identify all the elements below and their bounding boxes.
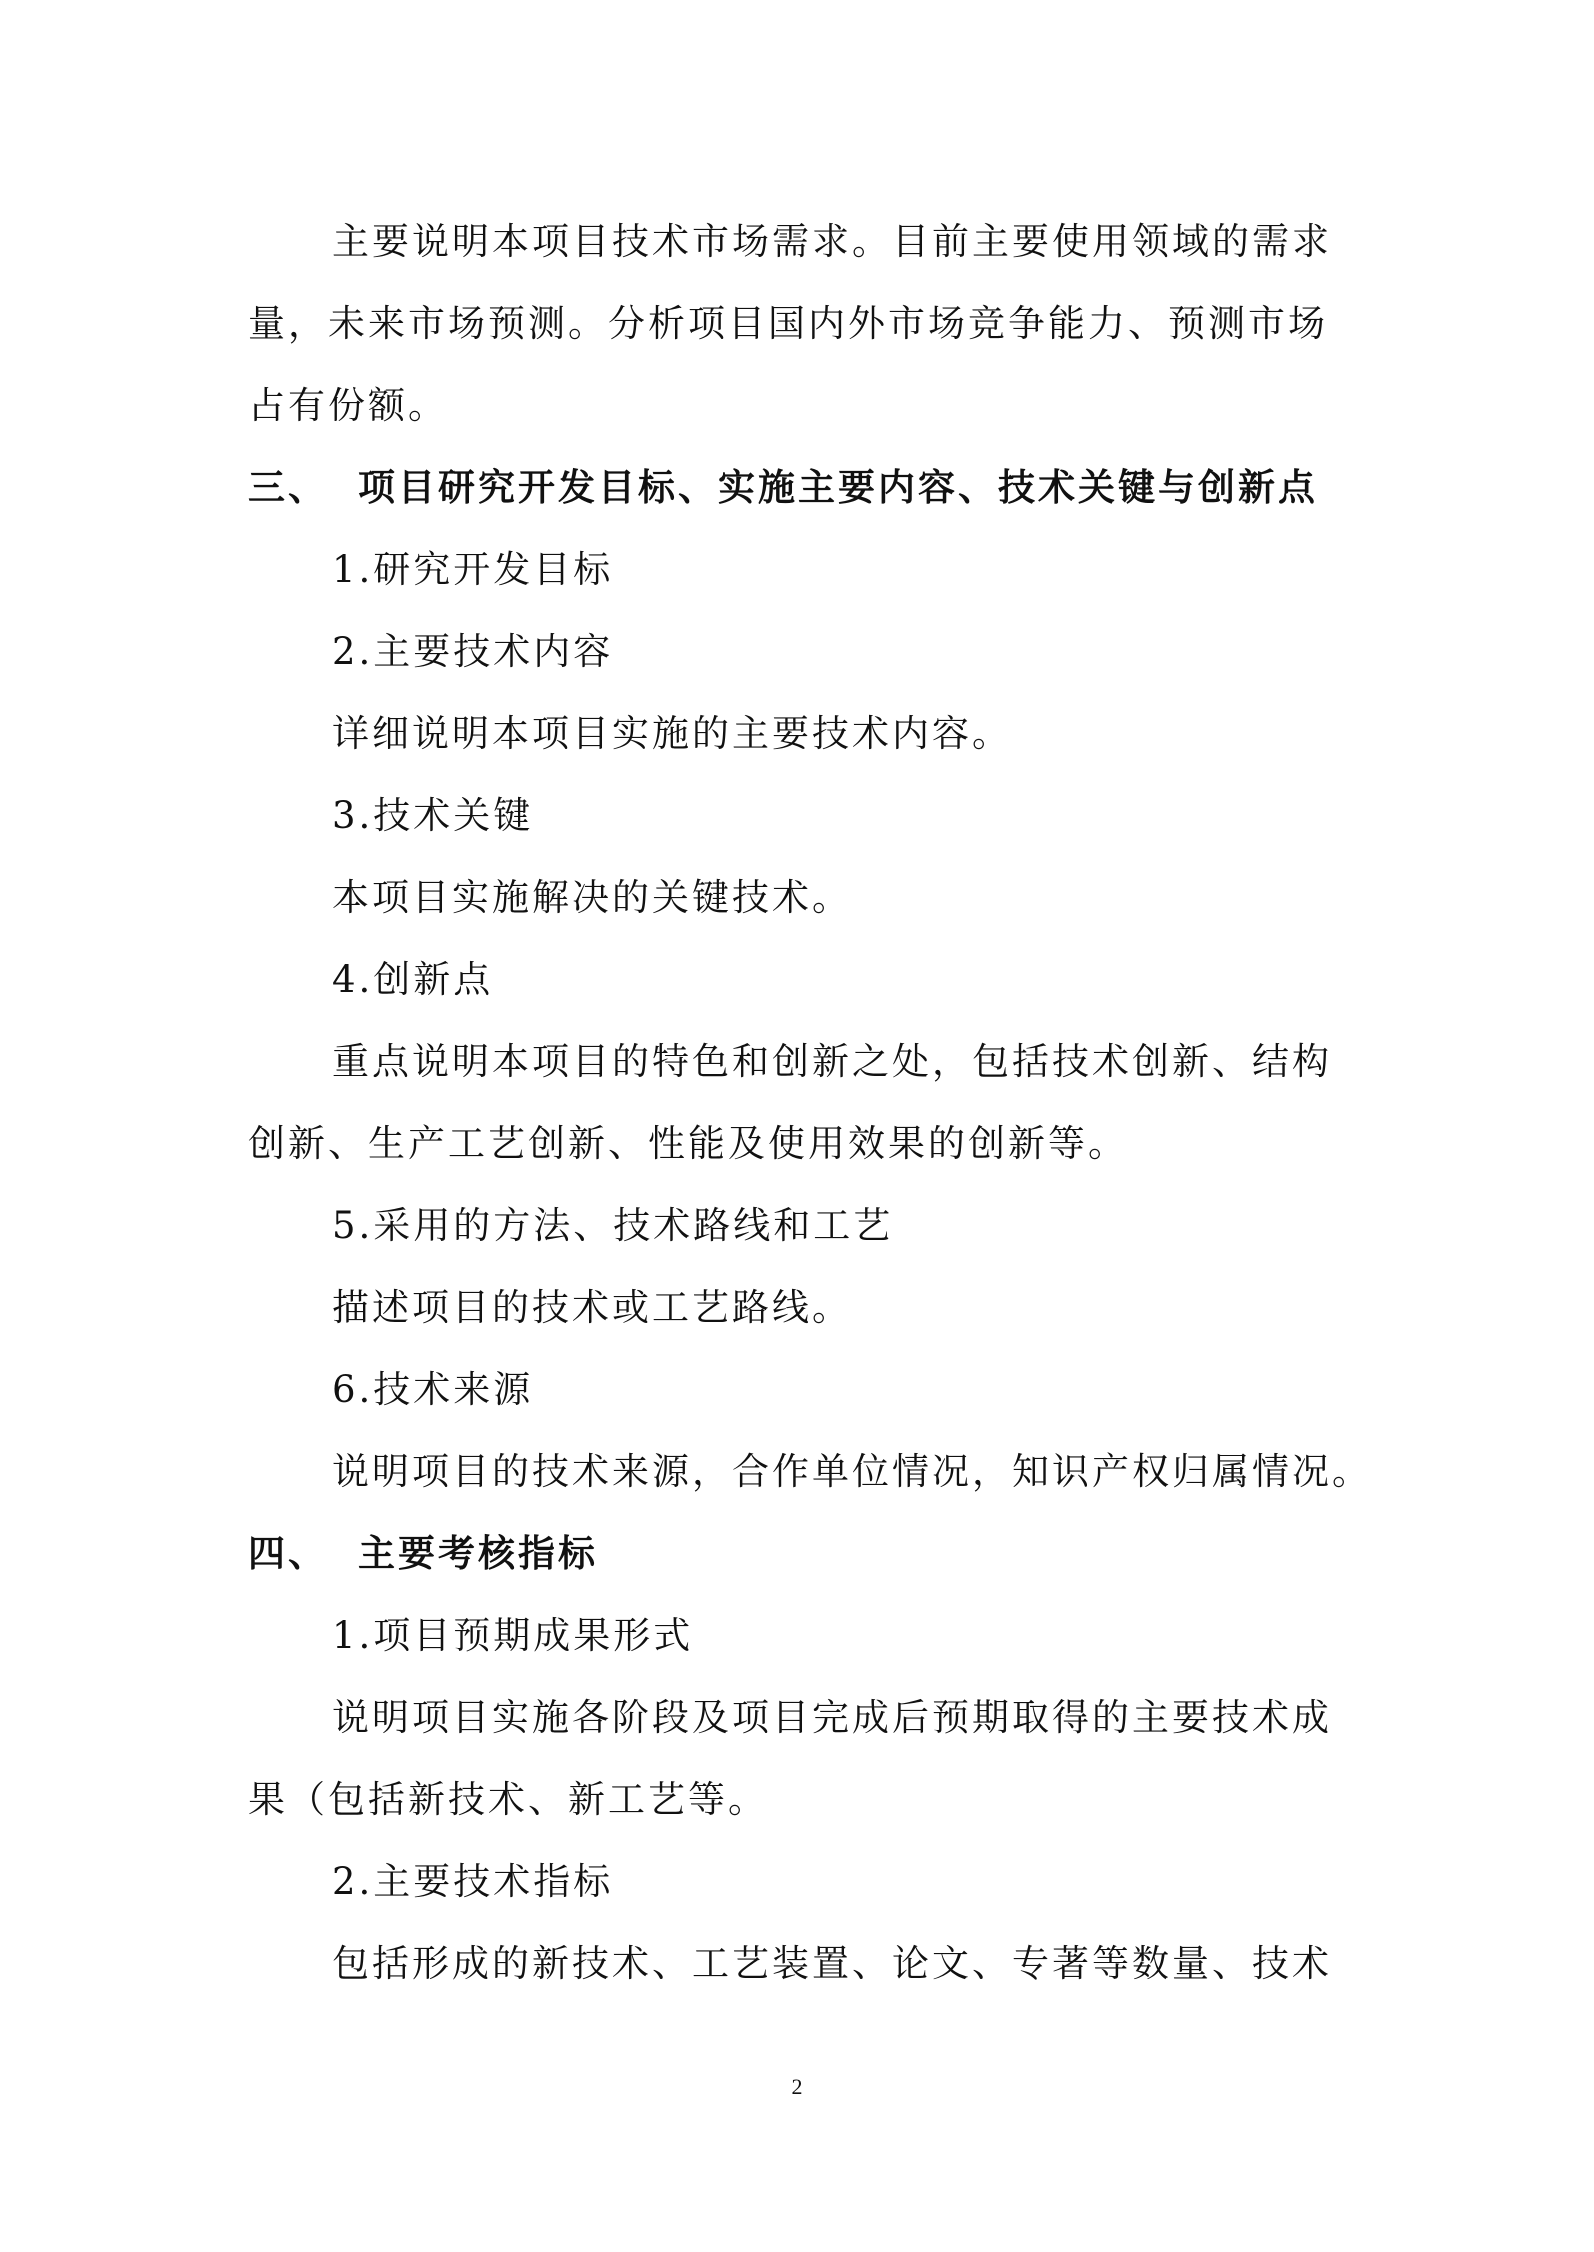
subheading: 1.研究开发目标	[332, 548, 614, 591]
page-number: 2	[791, 2074, 803, 2099]
section-number: 四、	[248, 1532, 328, 1575]
subheading: 3.技术关键	[332, 794, 534, 837]
paragraph-line: 主要说明本项目技术市场需求。目前主要使用领域的需求	[332, 220, 1332, 263]
paragraph-line: 包括形成的新技术、工艺装置、论文、专著等数量、技术	[332, 1942, 1332, 1985]
subheading: 6.技术来源	[332, 1368, 534, 1411]
subheading: 4.创新点	[332, 958, 494, 1001]
section-heading-4	[248, 1530, 598, 1578]
paragraph-line: 创新、生产工艺创新、性能及使用效果的创新等。	[248, 1122, 1128, 1165]
paragraph-line: 详细说明本项目实施的主要技术内容。	[332, 712, 1012, 755]
paragraph-line: 量，未来市场预测。分析项目国内外市场竞争能力、预测市场	[248, 302, 1328, 345]
section-heading-3	[248, 464, 1318, 512]
paragraph-line: 重点说明本项目的特色和创新之处，包括技术创新、结构	[332, 1040, 1332, 1083]
section-title: 主要考核指标	[358, 1532, 598, 1575]
subheading: 5.采用的方法、技术路线和工艺	[332, 1204, 894, 1247]
subheading: 2.主要技术指标	[332, 1860, 614, 1903]
paragraph-line: 本项目实施解决的关键技术。	[332, 876, 852, 919]
subheading: 1.项目预期成果形式	[332, 1614, 694, 1657]
paragraph-line: 说明项目的技术来源，合作单位情况，知识产权归属情况。	[332, 1450, 1372, 1493]
section-title: 项目研究开发目标、实施主要内容、技术关键与创新点	[358, 466, 1318, 509]
section-number: 三、	[248, 466, 328, 509]
paragraph-line: 说明项目实施各阶段及项目完成后预期取得的主要技术成	[332, 1696, 1332, 1739]
paragraph-line: 果（包括新技术、新工艺等。	[248, 1778, 768, 1821]
paragraph-line: 描述项目的技术或工艺路线。	[332, 1286, 852, 1329]
subheading: 2.主要技术内容	[332, 630, 614, 673]
paragraph-line: 占有份额。	[248, 384, 448, 427]
